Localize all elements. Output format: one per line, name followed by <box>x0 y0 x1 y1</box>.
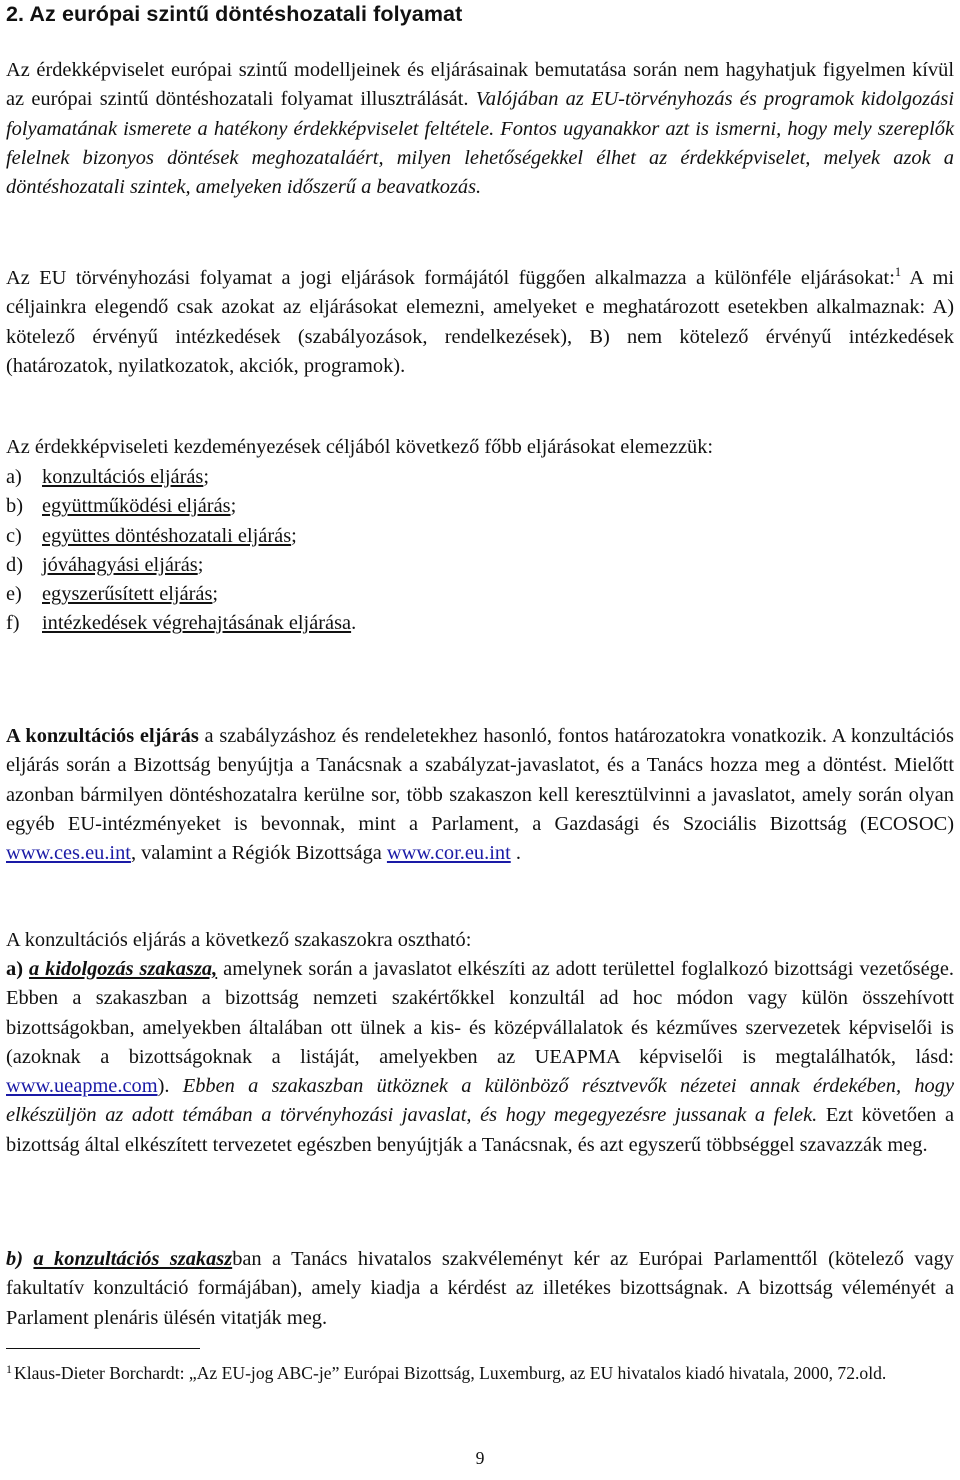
procedure-list <box>6 463 356 639</box>
list-letter: d) <box>6 553 23 576</box>
list-item <box>6 580 356 609</box>
footnote-text: Klaus-Dieter Borchardt: „Az EU-jog ABC-je” Európai Bizottság, Luxemburg, az EU hivatalos kiadó hivatala, 2000, 72.old. <box>14 1363 887 1383</box>
consultation-text-3: . <box>510 842 521 865</box>
list-letter: a) <box>6 466 22 488</box>
list-item <box>6 463 356 492</box>
intro-italic-text: Valójában az EU-törvényhozás és programok kidolgozási folyamatának ismerete a hatékony érdekképviselet feltétele. Fontos ugyanakkor azt is ismerni, hogy mely szereplők felelnek bizonyos döntések meghozataláért, milyen lehetőségekkel élhet az érdekképviselet, melyek azok a döntéshozatali szintek, amelyeken időszerű a beavatkozás. <box>6 88 954 199</box>
footnote-divider <box>6 1348 200 1349</box>
footnote-reference[interactable]: 1 <box>894 265 902 279</box>
consultation-bold-term: A konzultációs eljárás <box>6 725 199 747</box>
stage-a-label: a) <box>6 958 23 980</box>
footnote <box>6 1356 954 1386</box>
consultation-text-2: , valamint a Régiók Bizottsága <box>130 842 387 865</box>
list-item-text: jóváhagyási eljárás <box>42 553 198 576</box>
stage-b-title: a konzultációs szakasz <box>33 1248 233 1270</box>
section-heading: 2. Az európai szintű döntéshozatali folyamat <box>6 2 463 26</box>
consultation-text: a szabályzáshoz és rendeletekhez hasonló, fontos határozatokra vonatkozik. A konzultációs eljárás során a Bizottság benyújtja a Tanácsnak a szabályzat-javaslatot, és a Tanács hozza meg a döntést. Mielőtt azonban bármilyen döntéshozatalra kerülne sor, több szakaszon kell keresztülvinni a javaslatot, amely során olyan egyéb EU-intézményeket is bevonnak, mint a Parlament, a Gazdasági és Szociális Bizottság (ECOSOC) <box>6 725 954 835</box>
paragraph-consultation <box>6 722 954 868</box>
list-letter: e) <box>6 583 22 606</box>
paragraph-procedures <box>6 258 954 381</box>
list-item-text: együttes döntéshozatali eljárás <box>42 524 292 547</box>
procedures-text: Az EU törvényhozási folyamat a jogi eljárások formájától függően alkalmazza a különféle eljárásokat: <box>6 267 895 289</box>
list-item <box>6 522 356 551</box>
list-item-end: ; <box>291 524 297 547</box>
list-item-end: . <box>351 612 357 635</box>
list-item <box>6 551 356 580</box>
drafting-italic-text: Ebben a szakaszban ütköznek a különböző résztvevők nézetei annak érdekében, hogy elkészüljön az adott témában a törvényhozási javaslat, és hogy megegyezésre jussanak a felek. <box>6 1075 954 1127</box>
procedures-text-continued: A mi céljainkra elegendő csak azokat az eljárásokat elemezni, amelyeket e meghatározott esetekben alkalmaznak: A) kötelező érvényű intézkedések (szabályozások, rendelkezések), B) nem kötelező érvényű intézkedések (határozatok, nyilatkozatok, akciók, programok). <box>6 267 954 377</box>
ces-link[interactable]: www.ces.eu.int <box>6 842 131 865</box>
list-item-end: ; <box>203 466 210 488</box>
stages-intro: A konzultációs eljárás a következő szakaszokra osztható: <box>6 929 472 951</box>
drafting-text: amelynek során a javaslatot elkészíti az adott területtel foglalkozó bizottsági vezetősége. Ebben a szakaszban a bizottság nemzeti szakértőkkel konzultál ad hoc módon vagy külön összehívott bizottságokban, amelyekben általában ott ülnek a kis- és középvállalatok és kézműves szervezetek képviselői is (azoknak a bizottságoknak a listáját, amelyekben az UEAPMA képviselői is megtalálhatók, lásd: <box>6 958 954 1068</box>
list-item-end: ; <box>197 553 204 576</box>
ueapme-link[interactable]: www.ueapme.com <box>6 1075 158 1098</box>
drafting-text-2: ). <box>157 1075 183 1098</box>
stage-a-title: a kidolgozás szakasza, <box>29 958 218 980</box>
footnote-number: 1 <box>6 1362 12 1376</box>
paragraph-consultation-stage <box>6 1245 954 1333</box>
stage-b-label: b) <box>6 1248 23 1270</box>
list-item-text: konzultációs eljárás <box>42 466 204 488</box>
intro-text: Az érdekképviselet európai szintű modelljeinek és eljárásainak bemutatása során nem hagyhatjuk figyelmen kívül az európai szintű döntéshozatali folyamat illusztrálását. <box>6 59 954 111</box>
cor-link[interactable]: www.cor.eu.int <box>386 842 511 865</box>
list-item-text: egyszerűsített eljárás <box>42 583 213 606</box>
paragraph-intro <box>6 56 954 202</box>
list-letter: b) <box>6 495 23 518</box>
list-item-text: intézkedések végrehajtásának eljárása <box>42 612 352 635</box>
paragraph-drafting-stage <box>6 955 954 1160</box>
list-intro: Az érdekképviseleti kezdeményezések céljából következő főbb eljárásokat elemezzük: <box>6 436 714 458</box>
list-item <box>6 492 356 521</box>
list-item-text: együttműködési eljárás <box>42 495 231 518</box>
list-letter: c) <box>6 524 22 547</box>
list-letter: f) <box>6 612 20 635</box>
page-number: 9 <box>475 1448 485 1468</box>
list-item <box>6 609 356 638</box>
consultation-stage-text: ban a Tanács hivatalos szakvéleményt kér az Európai Parlamenttől (kötelező vagy fakultatív konzultáció formájában), amely kiadja a kérdést az illetékes bizottságnak. A bizottság véleményét a Parlament plenáris ülésén vitatják meg. <box>6 1248 954 1329</box>
drafting-text-3: Ezt követően a bizottság által elkészített tervezetet egészben benyújtják a Tanácsnak, és azt egyszerű többséggel szavazzák meg. <box>6 1104 954 1156</box>
list-item-end: ; <box>230 495 237 518</box>
list-item-end: ; <box>212 583 219 606</box>
